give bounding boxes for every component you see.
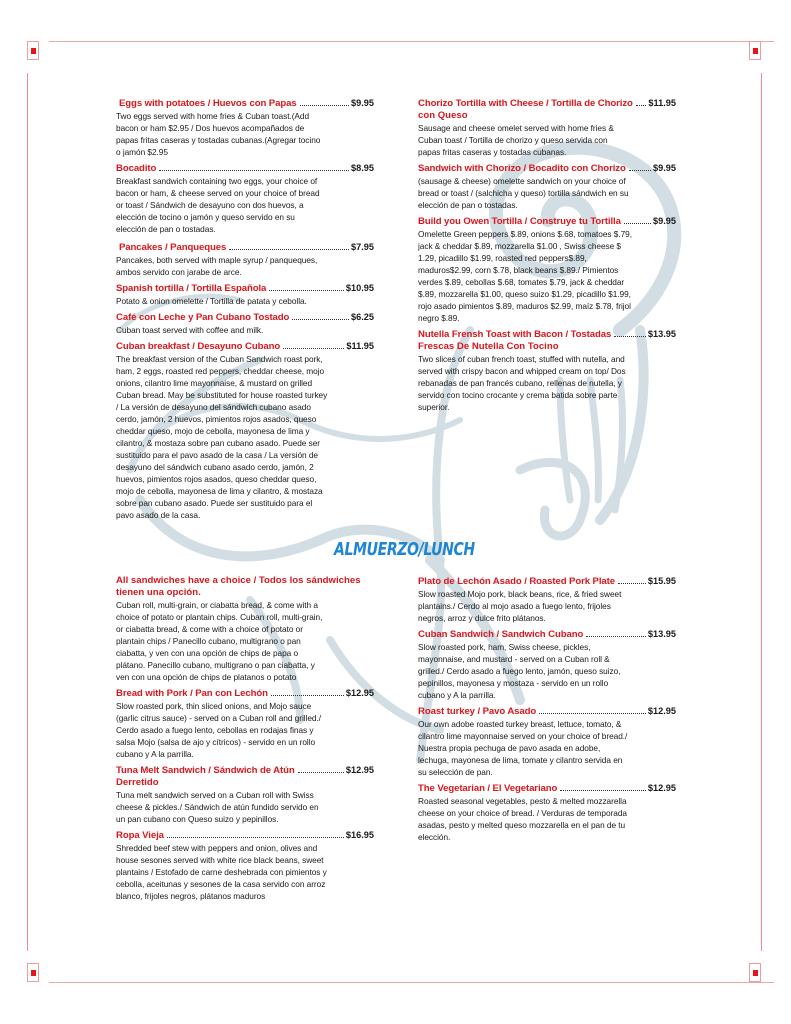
- item-price: $9.95: [653, 216, 676, 226]
- item-price: $15.95: [647, 576, 676, 586]
- item-description: Breakfast sandwich containing two eggs, your choice of bacon or ham, & cheese served on your choice of bread or toast / Sándwich de desayuno con dos huevos, a elección de tocino o jamón y queso servido en su elección de pan o tostadas.: [116, 176, 320, 234]
- bottom-border-line-right: [474, 982, 674, 983]
- menu-item: [418, 782, 676, 843]
- item-price: $11.95: [648, 98, 676, 108]
- item-price: $8.95: [351, 163, 374, 173]
- menu-item: [418, 628, 676, 701]
- leader-dots: [618, 583, 646, 584]
- item-title: Cuban Sandwich / Sandwich Cubano: [418, 629, 584, 640]
- menu-item: [116, 311, 374, 336]
- item-description: Omelette Green peppers $.89, onions $.68, tomatoes $.79, jack & cheddar $.89, mozzarella $1.00 , Swiss cheese $ 1.29, picadillo $1.99, roasted red peppers$.89, maduros$2.99, corn $.78, black beans $.89./ Pimientos verdes $.89, cebollas $.68, tomates $.79, jack & cheddar $.89, mozzarella $1.00, queso suizo $1.29, picadillo $1.99, rojo asado pimientos $.89, maduros $2.99, maíz $.78, frijol negro $.89.: [418, 229, 632, 323]
- item-title: Build you Owen Tortilla / Construye tu Tortilla: [418, 216, 621, 227]
- leader-dots: [300, 105, 349, 106]
- leader-dots: [269, 290, 344, 291]
- leader-dots: [636, 105, 647, 106]
- bottom-border-line-end: [674, 982, 774, 983]
- menu-item: [116, 340, 374, 521]
- menu-item: [116, 764, 374, 825]
- corner-ornament-icon: [749, 963, 761, 982]
- leader-dots: [167, 837, 344, 838]
- intro-title: All sandwiches have a choice / Todos los sándwiches tienen una opción.: [116, 575, 361, 598]
- leader-dots: [624, 223, 651, 224]
- lunch-right-column: [418, 575, 676, 847]
- leader-dots: [586, 636, 646, 637]
- left-border-line: [27, 73, 28, 951]
- item-description: Potato & onion omelette / Tortilla de patata y cebolla.: [116, 296, 307, 306]
- item-title: Pancakes / Panqueques: [119, 242, 227, 253]
- leader-dots: [539, 713, 646, 714]
- item-description: Slow roasted pork, thin sliced onions, and Mojo sauce (garlic citrus sauce) - served on a Cuban roll and grilled./ Cerdo asado a fuego lento, cebollas en rodajas finas y salsa Mojo (salsa de ajo y cítricos) - servido en un rollo cubano y A la parrilla.: [116, 701, 321, 759]
- item-description: Our own adobe roasted turkey breast, lettuce, tomato, & cilantro lime mayonnaise served on your choice of bread./ Nuestra propia pechuga de pavo asada en adobe, lechuga, mayonesa de lima, tomate y cilantro servida en su selección de pan.: [418, 719, 628, 777]
- menu-item: [418, 97, 676, 158]
- menu-item: [116, 162, 374, 235]
- item-title: The Vegetarian / El Vegetariano: [418, 783, 558, 794]
- leader-dots: [229, 249, 349, 250]
- item-title: Plato de Lechón Asado / Roasted Pork Plate: [418, 576, 615, 587]
- corner-ornament-icon: [749, 41, 761, 60]
- item-price: $9.95: [351, 98, 374, 108]
- item-title: Sandwich with Chorizo / Bocadito con Chorizo: [418, 163, 626, 174]
- top-border-line-right: [474, 41, 674, 42]
- item-title: Eggs with potatoes / Huevos con Papas: [119, 98, 297, 109]
- section-title-lunch: ALMUERZO/LUNCH: [334, 539, 475, 560]
- item-price: $13.95: [647, 329, 676, 339]
- item-title: Tuna Melt Sandwich / Sándwich de Atún: [116, 765, 295, 776]
- menu-item: [116, 829, 374, 902]
- item-price: $9.95: [653, 163, 676, 173]
- menu-item: [116, 282, 374, 307]
- item-description: The breakfast version of the Cuban Sandwich roast pork, ham, 2 eggs, roasted red peppers, cheddar cheese, mojo onions, cilantro lime mayonnaise, & mustard on grilled Cuban bread. May be substituted for house roasted turkey / La versión de desayuno del sándwich cubano asado cerdo, jamón, 2 huevos, pimientos rojos asados, queso cheddar queso, mojo de cebolla, mayonesa de lima y cilantro, & mostaza sobre pan cubano asado. Puede ser sustituido para el pavo asado de la casa / La versión de desayuno del sándwich cubano asado cerdo, jamón, 2 huevos, pimientos rojos asados, queso cheddar queso, mojo de cebolla, mayonesa de lima y cilantro, & mostaza sobre pan cubano asado. Puede ser sustituido para el pavo asado de la casa.: [116, 354, 328, 520]
- top-border-line-full: [49, 41, 474, 42]
- corner-ornament-icon: [27, 963, 39, 982]
- corner-ornament-icon: [27, 41, 39, 60]
- menu-item: [116, 687, 374, 760]
- item-title: Bocadito: [116, 163, 157, 174]
- item-price: $13.95: [647, 629, 676, 639]
- intro-description: Cuban roll, multi-grain, or ciabatta bread, & come with a choice of potato or plantain chips. Cuban roll, multi-grain, or ciabatta bread, & come with a choice of potato or plantain chips / Panecillo cubano, multigrano o pan ciabatta, y ven con una opción de chips de papa o plátano. Panecillo cubano, multigrano o pan ciabatta, y ven con una opción de chips de platanos o potato: [116, 600, 323, 682]
- breakfast-right-column: [418, 97, 676, 417]
- item-description: Two eggs served with home fries & Cuban toast.(Add bacon or ham $2.95 / Dos huevos acompañados de papas fritas caseras y tostadas cubanas.(Agregar tocino o jamón $2.95: [116, 111, 321, 157]
- menu-intro: [116, 575, 374, 683]
- menu-item: [418, 705, 676, 778]
- leader-dots: [292, 319, 349, 320]
- item-description: Shredded beef stew with peppers and onion, olives and house sesones served with white rice black beans, sweet plantains / Estofado de carne deshebrada con pimientos y cebolla, aceitunas y sesones de la casa servido con arroz blanco, frijoles negros, plátanos maduros: [116, 843, 327, 901]
- bottom-border-line: [49, 982, 474, 983]
- right-border-line: [761, 73, 762, 951]
- item-description: Two slices of cuban french toast, stuffed with nutella, and served with crispy bacon and whipped cream on top/ Dos rebanadas de pan francés cubano, rellenas de nutella, y servido con tocino crocante y crema batida sobre parte superior.: [418, 354, 626, 412]
- leader-dots: [159, 170, 349, 171]
- menu-item: [418, 575, 676, 624]
- menu-item: [418, 215, 676, 324]
- item-description: Roasted seasonal vegetables, pesto & melted mozzarella cheese on your choice of bread. / Verduras de temporada asadas, pesto y melted queso mozzarella en el pan de tu elección.: [418, 796, 627, 842]
- menu-item: [116, 97, 374, 158]
- leader-dots: [614, 336, 646, 337]
- leader-dots: [283, 348, 344, 349]
- item-description: Tuna melt sandwich served on a Cuban roll with Swiss cheese & pickles./ Sándwich de atún fundido servido en un pan cubano con Queso suizo y pepinillos.: [116, 790, 319, 824]
- item-price: $10.95: [345, 283, 374, 293]
- item-title-continued: Derretido: [116, 777, 159, 788]
- item-price: $7.95: [351, 242, 374, 252]
- item-price: $12.95: [345, 688, 374, 698]
- menu-item: [418, 162, 676, 211]
- item-price: $12.95: [345, 765, 374, 775]
- leader-dots: [560, 790, 646, 791]
- item-price: $12.95: [647, 783, 676, 793]
- item-title-continued: Frescas De Nutella Con Tocino: [418, 341, 559, 352]
- item-description: (sausage & cheese) omelette sandwich on your choice of bread or toast / (salchicha y queso) tortilla sándwich en su elección de pan o tostadas.: [418, 176, 629, 210]
- item-description: Sausage and cheese omelet served with home fries & Cuban toast / Tortilla de chorizo y queso servida con papas fritas caseras y tostadas cubanas.: [418, 123, 614, 157]
- item-title: Nutella Frensh Toast with Bacon / Tostadas: [418, 329, 612, 340]
- lunch-left-column: [116, 575, 374, 906]
- menu-item: [418, 328, 676, 413]
- item-title: Ropa Vieja: [116, 830, 164, 841]
- item-title: Chorizo Tortilla with Cheese / Tortilla de Chorizo: [418, 98, 633, 109]
- item-title: Roast turkey / Pavo Asado: [418, 706, 537, 717]
- item-title: Cuban breakfast / Desayuno Cubano: [116, 341, 281, 352]
- item-description: Pancakes, both served with maple syrup / panqueques, ambos servido con jarabe de arce.: [116, 255, 318, 277]
- item-price: $12.95: [647, 706, 676, 716]
- item-description: Cuban toast served with coffee and milk.: [116, 325, 264, 335]
- item-price: $16.95: [345, 830, 374, 840]
- item-title: Spanish tortilla / Tortilla Española: [116, 283, 267, 294]
- leader-dots: [298, 772, 344, 773]
- item-description: Slow roasted pork, ham, Swiss cheese, pickles, mayonnaise, and mustard - served on a Cuban roll & grilled./ Cerdo asado a fuego lento, jamón, queso suizo, pepinillos, mayonesa y mostaza - servido en un rollo cubano y A la parrilla.: [418, 642, 621, 700]
- item-price: $6.25: [351, 312, 374, 322]
- menu-item: [116, 241, 374, 278]
- item-title-continued: con Queso: [418, 110, 468, 121]
- item-price: $11.95: [346, 341, 374, 351]
- item-title: Café con Leche y Pan Cubano Tostado: [116, 312, 290, 323]
- leader-dots: [271, 695, 344, 696]
- item-title: Bread with Pork / Pan con Lechón: [116, 688, 268, 699]
- item-description: Slow roasted Mojo pork, black beans, rice, & fried sweet plantains./ Cerdo al mojo asado a fuego lento, frijoles negros, arroz y dulce frito plátanos.: [418, 589, 622, 623]
- leader-dots: [629, 170, 651, 171]
- breakfast-left-column: [116, 97, 374, 525]
